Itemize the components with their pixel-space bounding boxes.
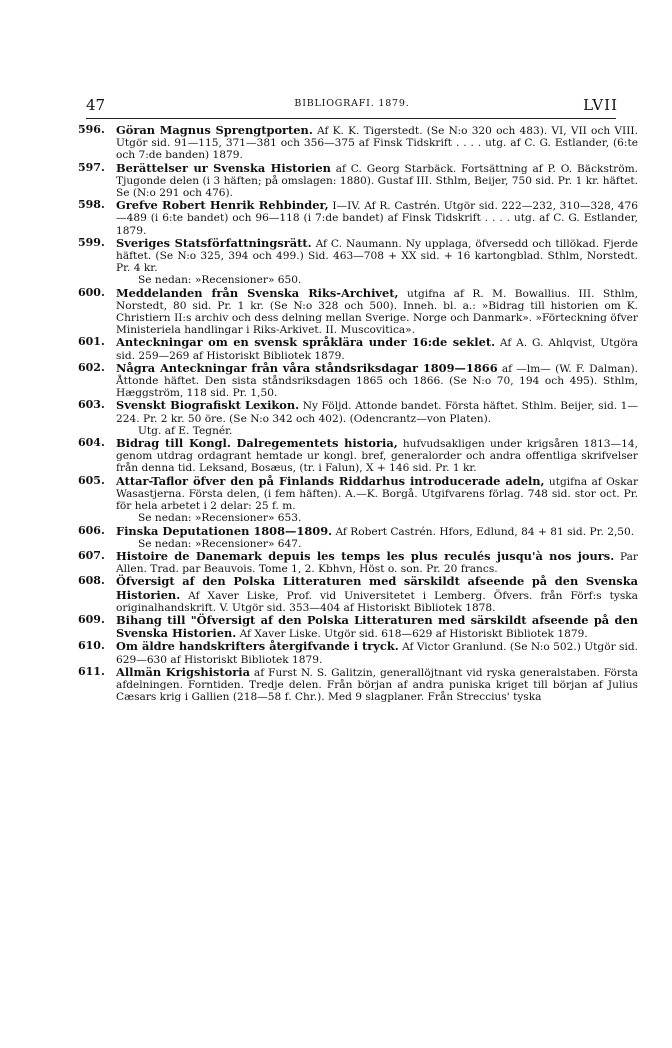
entry-number: 604.	[78, 436, 105, 450]
bibliography-entries	[78, 124, 638, 703]
bibliography-entry	[78, 640, 638, 665]
entry-body	[116, 336, 638, 361]
entry-title: Göran Magnus Sprengtporten.	[116, 123, 313, 137]
entry-title: Allmän Krigshistoria	[116, 664, 250, 679]
entry-number: 605.	[78, 473, 105, 487]
entry-note: Se nedan: »Recensioner» 650.	[138, 274, 302, 287]
entry-title: Meddelanden från Svenska Riks-Archivet,	[116, 285, 399, 300]
bibliography-entry	[78, 399, 638, 437]
bibliography-entry	[78, 575, 638, 614]
entry-body	[116, 199, 638, 237]
entry-text: Af Robert Castrén. Hfors, Edlund, 84 + 81 sid. Pr. 2,50.	[335, 525, 635, 538]
entry-text: hufvudsakligen under krigsåren 1813—14, genom utdrag ordagrant hemtade ur kongl. bref, generalorder och andra offentliga skrifvelser från denna tid. Leksand, Bosæus, (tr. i Falun), X + 146 sid. Pr. 1 kr.	[116, 438, 638, 475]
entry-body	[116, 362, 638, 400]
entry-text: Af Xaver Liske. Utgör sid. 618—629 af Historiskt Bibliotek 1879.	[239, 628, 588, 641]
bibliography-entry	[78, 287, 638, 337]
bibliography-entry	[78, 199, 638, 237]
entry-text: Af Xaver Liske, Prof. vid Universitetet i Lemberg. Öfvers. från Förf:s tyska originalhandskrift. V. Utgör sid. 353—404 af Historiskt Bibliotek 1878.	[116, 589, 638, 614]
entry-note: Se nedan: »Recensioner» 647.	[138, 537, 302, 550]
entry-title: Svenskt Biografiskt Lexikon.	[116, 398, 300, 413]
entry-title: Bihang till "Öfversigt af den Polska Litteraturen med särskildt afseende på den Svenska Historien.	[116, 612, 638, 641]
entry-title: Bidrag till Kongl. Dalregementets historia,	[116, 436, 398, 451]
entry-number: 607.	[78, 548, 105, 562]
bibliography-entry	[78, 614, 638, 640]
entry-body	[116, 162, 638, 200]
bibliography-entry	[78, 666, 638, 704]
bibliography-entry	[78, 124, 638, 162]
entry-title: Grefve Robert Henrik Rehbinder,	[116, 198, 329, 213]
entry-number: 606.	[78, 523, 105, 537]
entry-number: 599.	[78, 235, 105, 249]
page-number: 47	[86, 96, 106, 114]
entry-number: 608.	[78, 574, 105, 588]
bibliography-entry	[78, 550, 638, 575]
entry-text: I—IV. Af R. Castrén. Utgör sid. 222—232, 310—328, 476—489 (i 6:te bandet) och 96—118 (i 7:de bandet) af Finsk Tidskrift . . . . utg. af C. G. Estlander, 1879.	[116, 200, 638, 237]
page-header	[86, 96, 618, 116]
bibliography-entry	[78, 362, 638, 400]
entry-title: Attar-Taflor öfver den på Finlands Riddarhus introducerade adeln,	[116, 473, 545, 488]
bibliography-entry	[78, 162, 638, 200]
entry-body	[116, 575, 638, 614]
entry-body	[116, 124, 638, 162]
entry-body	[116, 287, 638, 337]
entry-title: Sveriges Statsförfattningsrätt.	[116, 235, 312, 250]
entry-text: af Furst N. S. Galitzin, generallöjtnant vid ryska generalstaben. Första afdelningen. Forntiden. Tredje delen. Från början af andra puniska kriget till början af Julius Cæsars krig i Gallien (218—58 f. Chr.). Med 9 slagplaner. Från Streccius' tyska	[116, 666, 638, 704]
section-numeral: LVII	[583, 96, 618, 114]
bibliography-entry	[78, 475, 638, 525]
entry-body	[116, 237, 638, 275]
entry-body	[116, 475, 638, 513]
entry-number: 598.	[78, 198, 105, 212]
bibliography-entry	[78, 437, 638, 475]
entry-body	[116, 437, 638, 475]
header-rule	[86, 118, 616, 119]
entry-number: 602.	[78, 360, 105, 374]
entry-title: Öfversigt af den Polska Litteraturen med särskildt afseende på den Svenska Historien.	[116, 574, 638, 602]
entry-number: 601.	[78, 335, 105, 349]
entry-text: Af A. G. Ahlqvist, Utgöra sid. 259—269 af Historiskt Bibliotek 1879.	[116, 337, 638, 362]
entry-text: utgifna af Oskar Wasastjerna. Första delen, (i fem häften). A.—K. Borgå. Utgifvarens förlag. 748 sid. stor oct. Pr. för hela arbetet i 2 delar: 25 f. m.	[116, 475, 639, 513]
entry-note: Se nedan: »Recensioner» 653.	[138, 512, 302, 525]
entry-number: 600.	[78, 285, 105, 299]
entry-number: 596.	[78, 123, 105, 136]
entry-text: utgifna af R. M. Bowallius. III. Sthlm, Norstedt, 80 sid. Pr. 1 kr. (Se N:o 328 och 500). Inneh. bl. a.: »Bidrag till historien om K. Christiern II:s archiv och dess delning mellan Sverige. Norge och Danmark». »Förteckning öfver Ministeriela handlingar i Riks-Arkivet. II. Muscovitica».	[116, 287, 638, 337]
entry-number: 609.	[78, 612, 105, 626]
entry-number: 597.	[78, 160, 105, 174]
entry-note: Utg. af E. Tegnér.	[138, 424, 233, 437]
bibliography-entry	[78, 525, 638, 550]
entry-title: Några Anteckningar från våra ståndsriksdagar 1809—1866	[116, 360, 498, 375]
entry-body	[116, 614, 638, 640]
entry-body	[116, 640, 638, 665]
running-title: BIBLIOGRAFI. 1879.	[294, 98, 410, 109]
entry-text: af —lm— (W. F. Dalman). Åttonde häftet. Den sista ståndsriksdagen 1865 och 1866. (Se N:o 70, 194 och 495). Sthlm, Hæggström, 118 sid. Pr. 1,50.	[116, 362, 639, 400]
entry-body	[116, 399, 638, 424]
entry-title: Om äldre handskrifters återgifvande i tryck.	[116, 639, 399, 654]
entry-text: Af Victor Granlund. (Se N:o 502.) Utgör sid. 629—630 af Historiskt Bibliotek 1879.	[116, 641, 638, 666]
entry-number: 603.	[78, 398, 105, 412]
entry-title: Anteckningar om en svensk språklära under 16:de seklet.	[116, 335, 496, 350]
entry-title: Finska Deputationen 1808—1809.	[116, 523, 333, 538]
bibliography-entry	[78, 237, 638, 287]
entry-text: Par Allen. Trad. par Beauvois. Tome 1, 2. Kbhvn, Höst o. son. Pr. 20 francs.	[116, 550, 638, 576]
entry-body	[116, 550, 638, 575]
entry-body	[116, 525, 638, 538]
entry-text: Af K. K. Tigerstedt. (Se N:o 320 och 483). VI, VII och VIII. Utgör sid. 91—115, 371—381 och 356—375 af Finsk Tidskrift . . . . utg. af C. G. Estlander, (6:te och 7:de banden) 1879.	[116, 125, 638, 162]
entry-text: af C. Georg Starbäck. Fortsättning af P. O. Bäckström. Tjugonde delen (i 3 häften; på omslagen: 1880). Gustaf III. Sthlm, Beijer, 750 sid. Pr. 1 kr. häftet. Se (N:o 291 och 476).	[116, 162, 638, 200]
bibliography-entry	[78, 336, 638, 361]
entry-text: Af C. Naumann. Ny upplaga, öfversedd och tillökad. Fjerde häftet. (Se N:o 325, 394 och 499.) Sid. 463—708 + XX sid. + 16 kartongblad. Sthlm, Norstedt. Pr. 4 kr.	[116, 237, 638, 275]
entry-body	[116, 666, 638, 704]
entry-title: Histoire de Danemark depuis les temps les plus reculés jusqu'à nos jours.	[116, 548, 615, 563]
entry-title: Berättelser ur Svenska Historien	[116, 160, 331, 175]
entry-text: Ny Följd. Attonde bandet. Första häftet. Sthlm. Beijer, sid. 1—224. Pr. 2 kr. 50 öre. (Se N:o 342 och 402). (Odencrantz—von Platen).	[116, 400, 639, 425]
entry-number: 610.	[78, 639, 105, 653]
entry-number: 611.	[78, 664, 105, 678]
